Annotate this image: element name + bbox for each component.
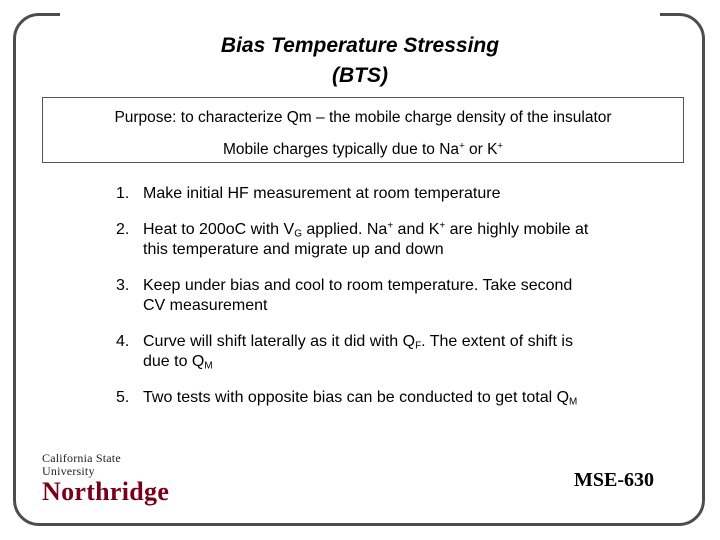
title-line-2: (BTS) bbox=[332, 64, 388, 87]
purpose-statement: Purpose: to characterize Qm – the mobile charge density of the insulator bbox=[114, 109, 612, 126]
step-number: 1. bbox=[116, 185, 130, 202]
list-item bbox=[116, 184, 596, 204]
step-number: 5. bbox=[116, 389, 130, 406]
logo-university-name: California State University bbox=[42, 451, 121, 478]
step-text: Make initial HF measurement at room temperature bbox=[143, 185, 501, 202]
title-line-1: Bias Temperature Stressing bbox=[220, 34, 500, 57]
step-text: Curve will shift laterally as it did with $Q_F$. The extent of shift is due to $Q_M$ bbox=[143, 333, 573, 372]
list-item bbox=[116, 276, 596, 316]
slide-title bbox=[60, 31, 660, 91]
list-item bbox=[116, 388, 596, 408]
mobile-charge-note: Mobile charges typically due to Na+ or K+ bbox=[222, 140, 504, 158]
step-text: Two tests with opposite bias can be conducted to get total $Q_M$ bbox=[143, 389, 578, 408]
list-item bbox=[116, 332, 596, 372]
course-code: MSE-630 bbox=[574, 469, 654, 491]
list-item bbox=[116, 220, 596, 260]
purpose-box bbox=[42, 97, 684, 163]
step-number: 3. bbox=[116, 277, 130, 294]
logo-campus-name: Northridge bbox=[42, 477, 170, 506]
step-text: Keep under bias and cool to room temperature. Take second CV measurement bbox=[143, 277, 573, 314]
university-logo bbox=[42, 451, 170, 506]
step-number: 2. bbox=[116, 221, 130, 238]
step-number: 4. bbox=[116, 333, 130, 350]
step-text: Heat to 200oC with $V_G$ applied. Na+ and K+ are highly mobile at this temperature and migrate up and down bbox=[143, 220, 589, 258]
procedure-list bbox=[116, 184, 596, 424]
